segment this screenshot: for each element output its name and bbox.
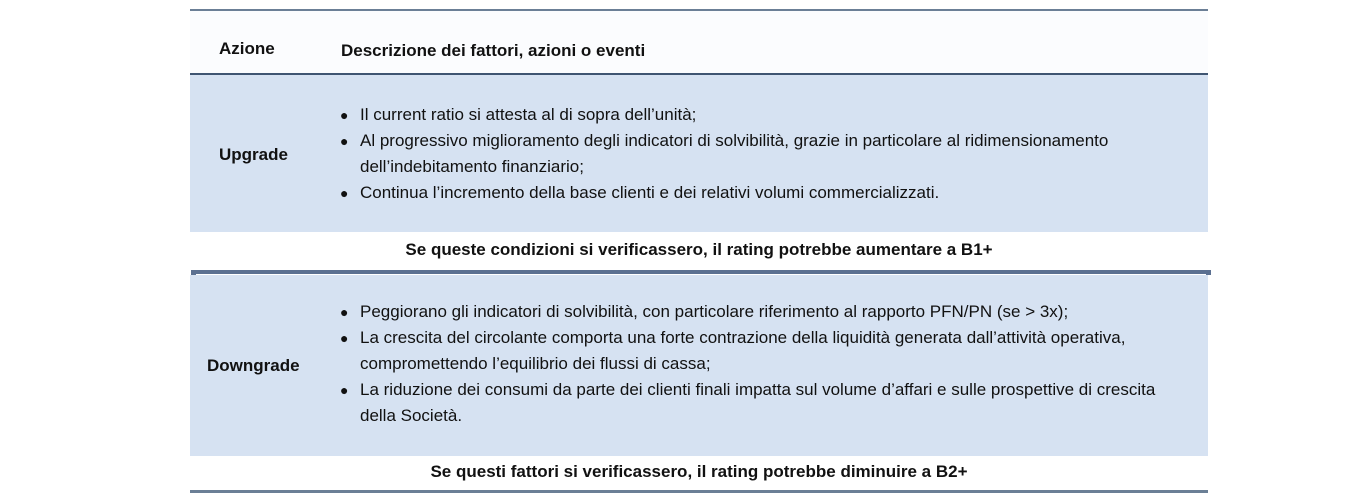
list-item: ● Il current ratio si attesta al di sopra dell’unità; <box>338 102 1178 128</box>
upgrade-conclusion: Se queste condizioni si verificassero, il rating potrebbe aumentare a B1+ <box>190 232 1208 270</box>
upgrade-action-label: Upgrade <box>219 145 288 164</box>
downgrade-action-label: Downgrade <box>207 356 300 375</box>
bullet-icon: ● <box>340 330 349 346</box>
list-item: ● La riduzione dei consumi da parte dei clienti finali impatta sul volume d’affari e sulle prospettive di crescita della Società. <box>338 377 1178 429</box>
top-rule <box>190 9 1208 11</box>
list-item: ● La crescita del circolante comporta una forte contrazione della liquidità generata dall’attività operativa, compromettendo l’equilibrio dei flussi di cassa; <box>338 325 1178 377</box>
bullet-icon: ● <box>340 107 349 123</box>
upgrade-factor-list <box>338 102 1178 206</box>
section-separator <box>194 270 1210 274</box>
downgrade-conclusion: Se questi fattori si verificassero, il rating potrebbe diminuire a B2+ <box>190 456 1208 490</box>
bottom-rule <box>190 490 1208 493</box>
list-item: ● Peggiorano gli indicatori di solvibilità, con particolare riferimento al rapporto PFN/PN (se > 3x); <box>338 299 1178 325</box>
bullet-icon: ● <box>340 185 349 201</box>
rating-factors-table <box>190 9 1208 493</box>
list-item: ● Al progressivo miglioramento degli indicatori di solvibilità, grazie in particolare al ridimensionamento dell’indebitamento finanziario; <box>338 128 1178 180</box>
table-header-row <box>190 11 1208 73</box>
list-item: ● Continua l’incremento della base clienti e dei relativi volumi commercializzati. <box>338 180 1178 206</box>
downgrade-factor-list <box>338 299 1178 429</box>
header-description: Descrizione dei fattori, azioni o eventi <box>341 41 646 60</box>
header-action: Azione <box>219 39 275 58</box>
bullet-icon: ● <box>340 133 349 149</box>
bullet-icon: ● <box>340 304 349 320</box>
bullet-icon: ● <box>340 382 349 398</box>
